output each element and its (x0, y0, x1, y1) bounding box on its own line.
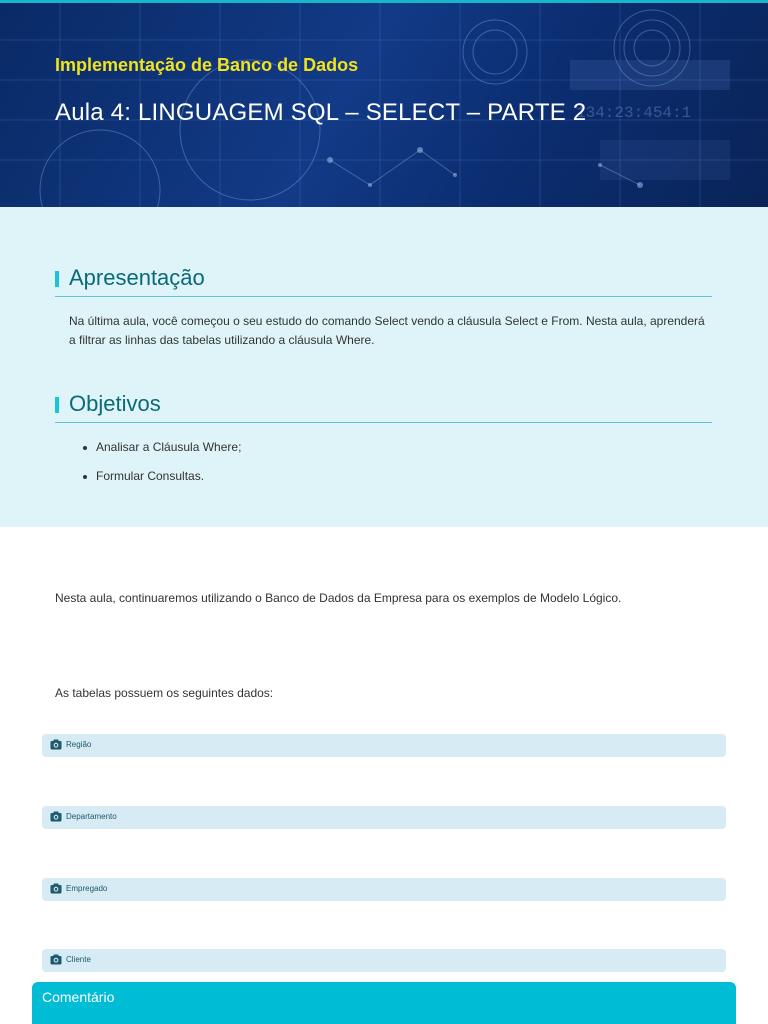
camera-icon (50, 811, 62, 822)
list-item: Analisar a Cláusula Where; (80, 439, 241, 468)
banner-top-line (0, 0, 768, 3)
objectives-list (80, 439, 241, 497)
lesson-title: Aula 4: LINGUAGEM SQL – SELECT – PARTE 2 (55, 99, 587, 126)
header-banner (0, 0, 768, 207)
figure-bar-cliente[interactable] (42, 949, 726, 972)
camera-icon (50, 883, 62, 894)
presentation-text: Na última aula, você começou o seu estudo do comando Select vendo a cláusula Select e From. Nesta aula, aprenderá a filtrar as linhas das tabelas utilizando a cláusula Where. (69, 314, 705, 347)
figure-label: Cliente (66, 955, 91, 964)
objectives-heading (55, 391, 712, 423)
comment-label: Comentário (42, 989, 115, 1005)
tables-paragraph: As tabelas possuem os seguintes dados: (55, 686, 274, 700)
heading-accent-bar (55, 271, 59, 287)
figure-bar-regiao[interactable] (42, 734, 726, 757)
list-item: Formular Consultas. (80, 468, 241, 497)
figure-label: Região (66, 740, 92, 749)
figure-bar-departamento[interactable] (42, 806, 726, 829)
objectives-title: Objetivos (69, 391, 161, 416)
intro-section (0, 207, 768, 527)
course-title: Implementação de Banco de Dados (55, 55, 359, 75)
figure-label: Departamento (66, 812, 117, 821)
decorative-numbers: 134:23:454:1 (576, 104, 692, 122)
figure-label: Empregado (66, 884, 108, 893)
camera-icon (50, 954, 62, 965)
comment-panel-header[interactable] (32, 982, 736, 1024)
heading-accent-bar (55, 397, 59, 413)
presentation-title: Apresentação (69, 265, 205, 290)
camera-icon (50, 739, 62, 750)
presentation-heading (55, 265, 712, 297)
figure-bar-empregado[interactable] (42, 878, 726, 901)
intro-paragraph: Nesta aula, continuaremos utilizando o Banco de Dados da Empresa para os exemplos de Modelo Lógico. (55, 591, 622, 605)
